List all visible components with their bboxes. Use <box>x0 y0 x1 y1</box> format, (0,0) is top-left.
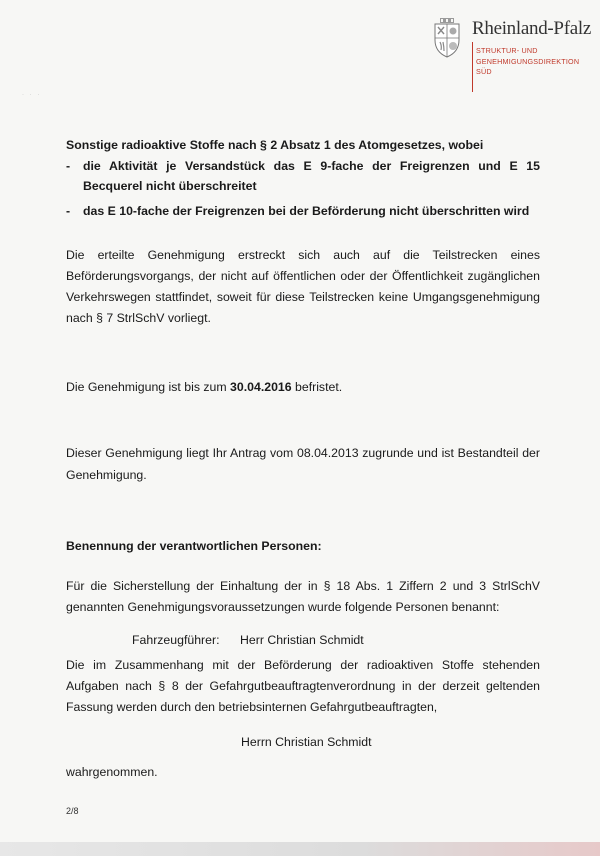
driver-label: Fahrzeugführer: <box>132 633 220 647</box>
rlp-logo <box>432 16 592 96</box>
validity-line <box>66 377 540 398</box>
logo-divider <box>472 42 473 92</box>
condition-text: die Aktivität je Versandstück das E 9-fache der Freigrenzen und E 15 Becquerel nicht überschreitet <box>83 158 540 193</box>
scan-bottom-edge <box>0 842 600 856</box>
condition-item <box>66 156 540 197</box>
condition-text: das E 10-fache der Freigrenzen bei der Beförderung nicht überschritten wird <box>83 203 530 218</box>
validity-suffix: befristet. <box>295 380 343 394</box>
officer-name: Herrn Christian Schmidt <box>241 734 372 749</box>
list-dash: - <box>66 158 71 173</box>
validity-prefix: Die Genehmigung ist bis zum <box>66 380 227 394</box>
driver-row <box>66 630 540 651</box>
driver-name: Herr Christian Schmidt <box>240 633 364 647</box>
authority-line-2: GENEHMIGUNGSDIREKTION <box>476 56 580 66</box>
paragraph-aufgaben: Die im Zusammenhang mit der Beförderung der radioaktiven Stoffe stehenden Aufgaben nach § 8 der Gefahrgutbeauftragtenverordnung in der derzeit geltenden Fassung werden durch den betriebsinternen Gefahrgutbeauftragten, <box>66 657 540 714</box>
paragraph-antrag: Dieser Genehmigung liegt Ihr Antrag vom 08.04.2013 zugrunde und ist Bestandteil der Genehmigung. <box>66 445 540 482</box>
paragraph-teilstrecken: Die erteilte Genehmigung erstreckt sich auch auf die Teilstrecken eines Beförderungsvorgangs, der nicht auf öffentlichen oder der Öffentlichkeit zugänglichen Verkehrswegen stattfindet, soweit für diese Teilstrecken keine Umgangsgenehmigung nach § 7 StrlSchV vorliegt. <box>66 248 540 325</box>
authority-name <box>476 46 579 78</box>
authority-line-3: SÜD <box>476 67 492 76</box>
condition-item <box>66 201 540 222</box>
coat-of-arms-icon <box>432 18 462 58</box>
closing-word: wahrgenommen. <box>66 765 158 779</box>
intro-line: Sonstige radioaktive Stoffe nach § 2 Absatz 1 des Atomgesetzes, wobei <box>66 138 484 152</box>
paragraph-sicherstellung: Für die Sicherstellung der Einhaltung der in § 18 Abs. 1 Ziffern 2 und 3 StrlSchV genannten Genehmigungsvoraussetzungen wurde folgende Personen benannt: <box>66 579 540 614</box>
scan-specks: · · · <box>22 92 42 98</box>
brand-name: Rheinland-Pfalz <box>472 18 591 39</box>
document-body <box>66 135 540 783</box>
authority-line-1: STRUKTUR- UND <box>476 46 538 55</box>
page-number: 2/8 <box>66 806 79 816</box>
validity-date: 30.04.2016 <box>230 380 292 394</box>
section-heading-persons: Benennung der verantwortlichen Personen: <box>66 538 322 553</box>
list-dash: - <box>66 203 71 218</box>
